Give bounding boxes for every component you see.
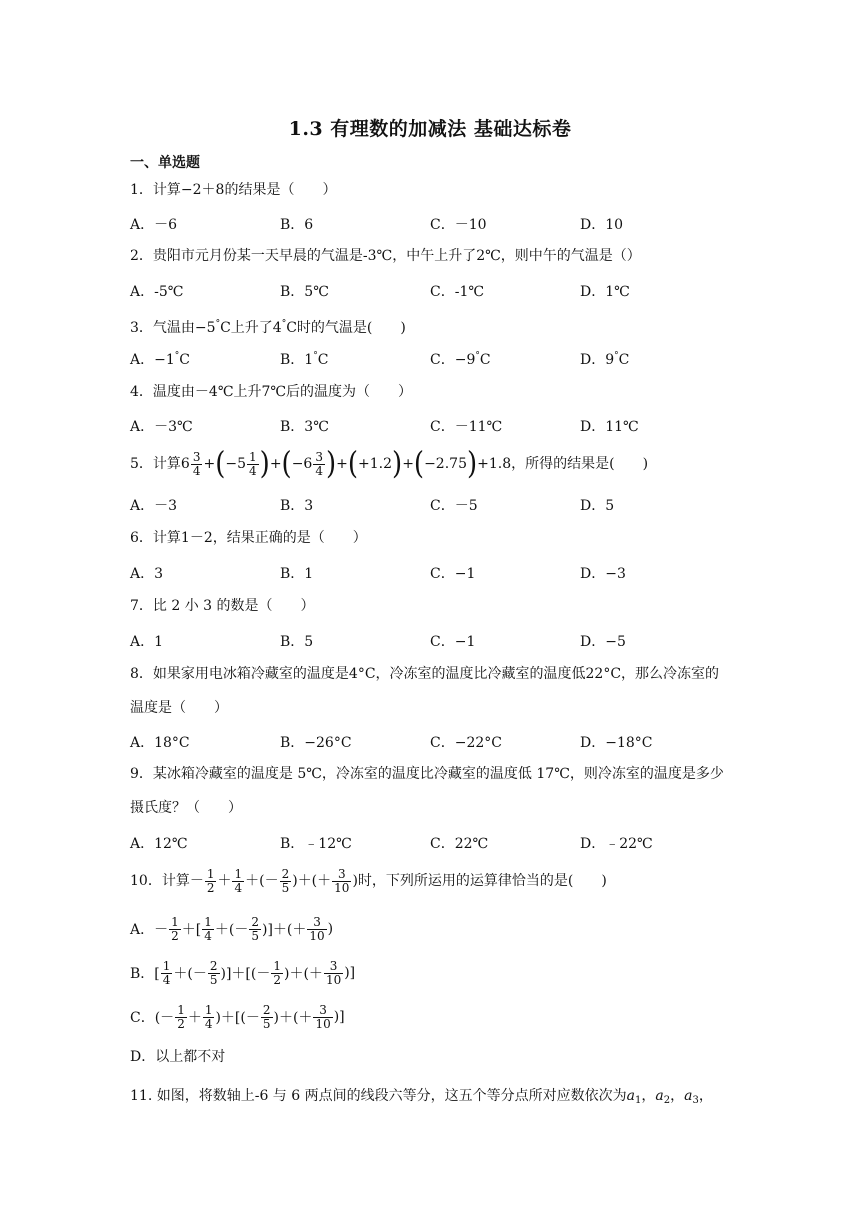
unit-c: C [479,352,491,368]
degree-sign: ° [313,351,318,361]
close-paren: )] [344,965,356,981]
plus-sign: + [336,456,348,472]
minus-sign: － [189,873,204,889]
unit-c: C [286,320,297,336]
denominator: 10 [334,880,350,895]
fraction [261,1004,273,1031]
right-paren: ) [392,446,403,482]
numerator: 2 [251,914,259,929]
numerator: 2 [262,1002,271,1017]
plus-sign: + [402,456,414,472]
denominator: 10 [315,1016,331,1031]
denominator: 10 [325,972,342,987]
temp-rise: 4 [272,320,282,336]
question-1: 1．计算−2＋8的结果是（ ） [130,182,337,198]
numerator: 2 [209,958,218,973]
decimal-term: +1.8 [477,456,512,472]
close-paren: ) [352,873,358,889]
degree-sign: ° [281,319,287,329]
option-b[interactable]: B．5℃ [280,284,329,300]
option-d[interactable]: D．−18°C [580,735,653,751]
option-c[interactable]: C．−1 [430,566,476,582]
denominator: 4 [204,1016,213,1031]
option-a[interactable]: A．12℃ [130,836,188,852]
option-b[interactable]: B．﹣12℃ [280,836,352,852]
denominator: 2 [273,972,281,987]
question-10 [130,862,607,900]
option-b[interactable]: B．1 [280,566,314,582]
option-c[interactable]: C．－5 [430,498,478,514]
close-paren: )] [333,1009,345,1025]
question-10-text-post: 时，下列所运用的运算律恰当的是( ) [357,873,607,889]
option-a-value: A．−1 [130,352,175,368]
option-c[interactable]: C．−22°C [430,735,502,751]
fraction [247,451,259,478]
denominator: 2 [171,928,179,943]
option-d[interactable] [580,349,629,369]
plus-sign: + [203,456,216,472]
plus-sign: ＋ [217,873,232,889]
option-a[interactable]: A．3 [130,566,164,582]
denominator: 5 [281,880,290,895]
fraction [332,868,351,895]
option-c[interactable]: C．−1 [430,634,476,650]
operators: ＋(－ [214,922,249,938]
unit-c: C [618,352,630,368]
option-label: B．[ [130,966,160,982]
denominator: 4 [204,928,212,943]
fraction [249,916,261,943]
question-1-options [130,214,730,234]
numerator: 1 [171,914,179,929]
question-4-options [130,416,730,436]
subscript: 2 [663,1095,671,1106]
numerator: 1 [162,958,171,973]
numerator: 1 [273,958,281,973]
fraction [313,451,325,478]
fraction [175,1004,187,1031]
option-d[interactable]: D．11℃ [580,419,639,435]
degree-sign: ° [174,351,180,361]
question-8-options [130,732,730,752]
question-2: 2．贵阳市元月份某一天早晨的气温是-3℃，中午上升了2℃，则中午的气温是（） [130,248,641,264]
decimal-term: −2.75 [424,456,467,472]
option-c[interactable]: C．－10 [430,217,487,233]
numerator: 2 [281,866,290,881]
question-4: 4．温度由－4℃上升7℃后的温度为（ ） [130,384,413,400]
fraction [313,1004,332,1031]
mixed-number-3 [292,451,326,478]
numerator: 3 [332,868,351,882]
question-3-text-mid: 上升了 [230,320,273,336]
question-10-text-pre: 10．计算 [130,873,190,889]
option-d[interactable]: D．以上都不对 [130,1049,226,1065]
fraction [205,868,217,895]
question-2-options [130,281,730,301]
fraction [191,451,203,478]
whole-part: −5 [225,456,247,472]
option-b[interactable]: B．−26°C [280,735,352,751]
unit-c: C [179,352,190,368]
question-3-options [130,349,730,369]
option-d[interactable]: D．−3 [580,566,626,582]
denominator: 4 [315,463,323,478]
degree-sign: ° [614,351,619,361]
mixed-number-1 [181,451,204,478]
option-a[interactable] [130,349,190,369]
numerator: 3 [307,916,326,930]
question-11-text: 11. 如图，将数轴上-6 与 6 两点间的线段六等分，这五个等分点所对应数依次为 [130,1088,627,1104]
option-c[interactable] [130,998,345,1036]
option-c-value: C．−9 [430,352,476,368]
left-paren: ( [413,446,425,482]
option-d[interactable]: D．﹣22℃ [580,836,653,852]
question-11: 11. 如图，将数轴上-6 与 6 两点间的线段六等分，这五个等分点所对应数依次为$a_1$，$a_2$，$a_3$， [130,1088,713,1106]
question-5-text-pre: 5．计算 [130,456,181,472]
unit-c: C [220,320,231,336]
question-3-text-post: 时的气温是( ) [296,320,406,336]
option-d-value: D．9 [580,352,615,368]
denominator: 5 [209,972,218,987]
degree-sign: ° [475,351,480,361]
page-title: 1.3 有理数的加减法 基础达标卷 [288,118,572,140]
option-label: A．－ [130,922,169,938]
fraction [307,916,326,943]
option-d[interactable]: D．1℃ [580,284,630,300]
denominator: 4 [162,972,171,987]
option-b[interactable]: B．3℃ [280,419,329,435]
denominator: 5 [251,928,259,943]
plus-paren-plus: ＋(＋ [297,873,332,889]
question-8: 8．如果家用电冰箱冷藏室的温度是4°C，冷冻室的温度比冷藏室的温度低22°C，那么冷冻室的温度是（ ） [130,666,720,716]
question-5 [130,442,648,486]
denominator: 4 [192,463,201,478]
option-a[interactable]: A．－3℃ [130,419,193,435]
right-paren: ) [259,446,270,482]
denominator: 5 [262,1016,271,1031]
left-paren: ( [347,446,359,482]
var-a: a [655,1088,664,1104]
degree-sign: ° [215,319,221,329]
denominator: 2 [177,1016,185,1031]
operators: ＋(－ [173,966,207,982]
right-paren: ) [466,446,478,482]
denominator: 10 [309,928,325,943]
whole-part: −6 [291,456,313,472]
option-b[interactable]: B．3 [280,498,314,514]
option-c[interactable]: C．－11℃ [430,419,503,435]
numerator: 1 [177,1002,185,1017]
temp-start: −5 [194,320,216,336]
subscript: 1 [634,1095,642,1106]
unit-c: C [317,352,329,368]
var-a: a [684,1088,693,1104]
option-d[interactable]: D．5 [580,498,615,514]
left-paren: ( [281,446,292,482]
fraction [280,868,292,895]
denominator: 4 [249,463,257,478]
numerator: 3 [315,449,323,464]
var-a: a [626,1088,635,1104]
option-b[interactable] [130,954,355,992]
question-3 [130,314,406,338]
right-paren: ) [325,446,337,482]
option-a[interactable] [130,910,333,948]
operators: ＋ [187,1010,202,1026]
operators: )＋[(－ [215,1010,260,1026]
fraction [202,916,214,943]
option-label: C．(－ [130,1010,175,1026]
operators: )＋(＋ [273,1010,313,1026]
whole-part: 6 [180,456,190,472]
numerator: 3 [324,960,343,974]
decimal-term: +1.2 [358,456,393,472]
numerator: 1 [206,866,215,881]
option-a[interactable]: A．18°C [130,735,190,751]
numerator: 1 [249,449,257,464]
option-a[interactable]: A．-5℃ [130,284,184,300]
denominator: 2 [206,880,215,895]
fraction [161,960,173,987]
question-5-options [130,495,730,515]
fraction [232,868,244,895]
fraction [324,960,343,987]
question-7-options [130,631,730,651]
operators: ＋[ [181,922,202,938]
question-6-options [130,563,730,583]
numerator: 1 [204,1002,213,1017]
plus-sign: + [269,456,282,472]
question-6: 6．计算1－2，结果正确的是（ ） [130,530,367,546]
option-b[interactable] [280,349,328,369]
numerator: 1 [204,914,212,929]
numerator: 1 [234,866,243,881]
operators: )]＋(＋ [261,922,307,938]
option-a[interactable]: A．1 [130,634,164,650]
operators: )＋(＋ [284,966,323,982]
plus-paren-minus: ＋(－ [245,873,279,889]
option-b[interactable]: B．5 [280,634,314,650]
option-b[interactable]: B．6 [280,217,314,233]
question-9-options [130,833,730,853]
denominator: 4 [234,880,243,895]
option-c[interactable]: C．22℃ [430,836,489,852]
option-a[interactable]: A．－3 [130,498,178,514]
option-c[interactable] [430,349,491,369]
fraction [169,916,181,943]
left-paren: ( [215,446,226,482]
question-7: 7．比 2 小 3 的数是（ ） [130,598,315,614]
option-d[interactable]: D．−5 [580,634,626,650]
option-b-value: B．1 [280,352,314,368]
fraction [271,960,283,987]
numerator: 3 [313,1004,332,1018]
option-d[interactable]: D．10 [580,217,624,233]
option-c[interactable]: C．-1℃ [430,284,485,300]
question-9: 9．某冰箱冷藏室的温度是 5℃，冷冻室的温度比冷藏室的温度低 17℃，则冷冻室的温度是多少摄氏度？（ ） [130,766,724,816]
close-paren: ) [327,921,334,937]
subscript: 3 [692,1095,699,1106]
fraction [203,1004,215,1031]
question-5-text-post: ，所得的结果是( ) [511,456,649,472]
close-paren: ) [292,873,298,889]
fraction [208,960,220,987]
option-a[interactable]: A．－6 [130,217,178,233]
numerator: 3 [192,449,201,464]
mixed-number-2 [225,451,259,478]
question-3-text-pre: 3．气温由 [130,320,195,336]
section-heading: 一、单选题 [130,155,200,171]
operators: )]＋[(－ [220,966,271,982]
